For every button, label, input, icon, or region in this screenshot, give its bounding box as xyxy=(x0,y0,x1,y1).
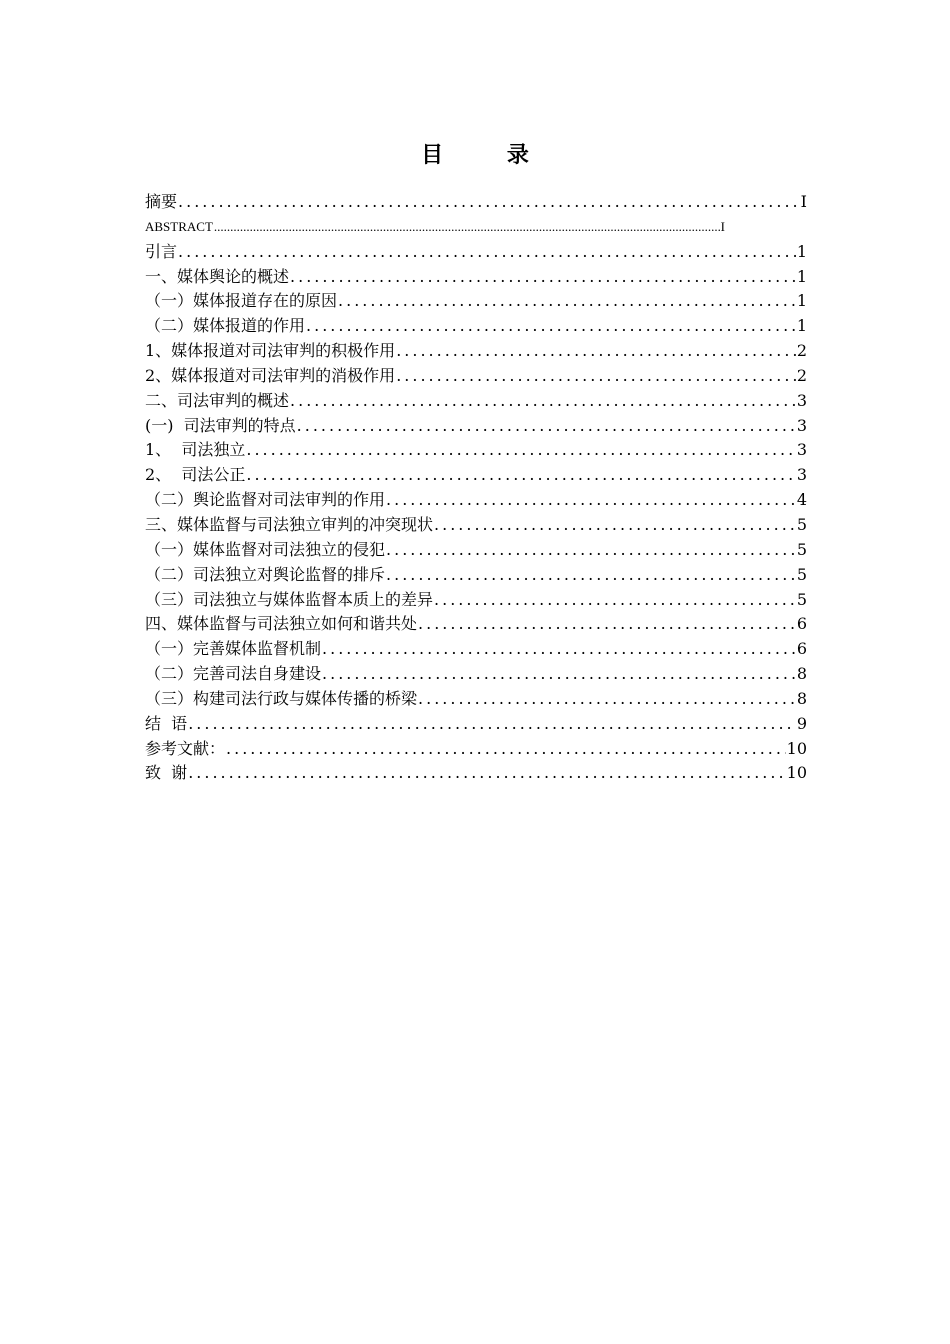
toc-leader-dots xyxy=(386,538,796,563)
toc-leader-dots xyxy=(418,687,796,712)
toc-leader-dots xyxy=(290,265,796,290)
toc-entry-subsection-1-2-2[interactable] xyxy=(145,364,807,389)
toc-page-number: I xyxy=(720,218,725,234)
toc-page-number: 3 xyxy=(796,390,807,410)
toc-entry-label: 引言 xyxy=(145,241,178,261)
toc-entry-references[interactable] xyxy=(145,737,807,762)
toc-leader-dots xyxy=(386,488,796,513)
toc-entry-subsection-2-1-1[interactable] xyxy=(145,438,807,463)
toc-page-number: 2 xyxy=(796,341,807,361)
toc-page-number: 8 xyxy=(796,664,807,684)
toc-entry-label: （一）媒体监督对司法独立的侵犯 xyxy=(145,539,386,559)
toc-leader-dots xyxy=(396,339,796,364)
toc-page-number: 5 xyxy=(796,514,807,534)
toc-leader-dots xyxy=(386,563,796,588)
toc-entry-conclusion[interactable] xyxy=(145,712,807,737)
toc-page-number: 1 xyxy=(796,291,807,311)
toc-entry-label: （二）舆论监督对司法审判的作用 xyxy=(145,490,386,510)
toc-entry-chapter-2[interactable] xyxy=(145,389,807,414)
toc-page-number: 1 xyxy=(796,316,807,336)
toc-entry-label: 四、媒体监督与司法独立如何和谐共处 xyxy=(145,614,418,634)
toc-entry-abstract-cn[interactable] xyxy=(145,190,807,215)
toc-page-number: 1 xyxy=(796,266,807,286)
toc-page-number: 2 xyxy=(796,365,807,385)
toc-page-number: 9 xyxy=(796,713,807,733)
toc-leader-dots xyxy=(188,761,785,786)
toc-entry-label: 1、媒体报道对司法审判的积极作用 xyxy=(145,341,396,361)
toc-entry-label: 结 语 xyxy=(145,713,188,733)
toc-entry-section-3-1[interactable] xyxy=(145,538,807,563)
toc-leader-dots xyxy=(322,637,796,662)
toc-entry-label: 1、 司法独立 xyxy=(145,440,246,460)
toc-leader-dots xyxy=(214,215,720,240)
toc-page-number: 8 xyxy=(796,688,807,708)
toc-page-number: 5 xyxy=(796,539,807,559)
toc-leader-dots xyxy=(290,389,796,414)
toc-leader-dots xyxy=(188,712,796,737)
toc-entry-chapter-4[interactable] xyxy=(145,612,807,637)
toc-page-number: 10 xyxy=(786,763,807,783)
toc-entry-section-1-2[interactable] xyxy=(145,314,807,339)
toc-list xyxy=(145,190,807,786)
toc-page-number: 6 xyxy=(796,639,807,659)
toc-entry-label: 致 谢 xyxy=(145,763,188,783)
toc-entry-label: （一）完善媒体监督机制 xyxy=(145,639,322,659)
toc-leader-dots xyxy=(178,190,800,215)
toc-leader-dots xyxy=(226,737,786,762)
toc-entry-label: （二）司法独立对舆论监督的排斥 xyxy=(145,564,386,584)
toc-page-number: 6 xyxy=(796,614,807,634)
toc-entry-abstract-en[interactable] xyxy=(145,215,725,240)
toc-entry-section-4-1[interactable] xyxy=(145,637,807,662)
toc-leader-dots xyxy=(434,513,796,538)
toc-entry-label: 2、 司法公正 xyxy=(145,465,246,485)
toc-leader-dots xyxy=(396,364,796,389)
toc-entry-label: 参考文献： xyxy=(145,738,226,758)
toc-page-number: 3 xyxy=(796,465,807,485)
toc-page-number: 1 xyxy=(796,241,807,261)
toc-entry-label: （三）司法独立与媒体监督本质上的差异 xyxy=(145,589,434,609)
toc-leader-dots xyxy=(322,662,796,687)
toc-page-number: 10 xyxy=(786,738,807,758)
toc-leader-dots xyxy=(306,314,796,339)
toc-entry-section-3-2[interactable] xyxy=(145,563,807,588)
toc-page-number: I xyxy=(800,192,807,211)
toc-entry-label: 三、媒体监督与司法独立审判的冲突现状 xyxy=(145,514,434,534)
toc-leader-dots xyxy=(434,588,796,613)
toc-page-number: 4 xyxy=(796,490,807,510)
toc-leader-dots xyxy=(178,240,796,265)
toc-entry-label: 摘要 xyxy=(145,192,178,211)
toc-leader-dots xyxy=(297,414,796,439)
toc-entry-label: （一）媒体报道存在的原因 xyxy=(145,291,338,311)
toc-entry-label: (一) 司法审判的特点 xyxy=(145,415,296,435)
toc-entry-subsection-2-1-2[interactable] xyxy=(145,463,807,488)
toc-leader-dots xyxy=(418,612,796,637)
toc-entry-label: （三）构建司法行政与媒体传播的桥梁 xyxy=(145,688,418,708)
toc-entry-label: （二）媒体报道的作用 xyxy=(145,316,306,336)
toc-page-number: 5 xyxy=(796,589,807,609)
toc-page-number: 3 xyxy=(796,440,807,460)
toc-entry-section-4-3[interactable] xyxy=(145,687,807,712)
toc-entry-label: 2、媒体报道对司法审判的消极作用 xyxy=(145,365,396,385)
toc-leader-dots xyxy=(338,289,796,314)
toc-entry-section-4-2[interactable] xyxy=(145,662,807,687)
toc-entry-section-1-1[interactable] xyxy=(145,289,807,314)
toc-entry-label: 一、媒体舆论的概述 xyxy=(145,266,290,286)
toc-title: 目 录 xyxy=(421,143,557,168)
toc-entry-label: 二、司法审判的概述 xyxy=(145,390,290,410)
toc-page-number: 3 xyxy=(796,415,807,435)
toc-entry-label: ABSTRACT xyxy=(145,218,213,234)
toc-entry-chapter-1[interactable] xyxy=(145,265,807,290)
toc-entry-chapter-3[interactable] xyxy=(145,513,807,538)
toc-entry-section-2-1[interactable] xyxy=(145,414,807,439)
toc-entry-subsection-1-2-1[interactable] xyxy=(145,339,807,364)
toc-page-number: 5 xyxy=(796,564,807,584)
toc-entry-section-3-3[interactable] xyxy=(145,588,807,613)
toc-entry-label: （二）完善司法自身建设 xyxy=(145,664,322,684)
toc-leader-dots xyxy=(246,463,795,488)
toc-entry-introduction[interactable] xyxy=(145,240,807,265)
toc-leader-dots xyxy=(246,438,795,463)
toc-entry-acknowledgements[interactable] xyxy=(145,761,807,786)
toc-entry-section-2-2[interactable] xyxy=(145,488,807,513)
